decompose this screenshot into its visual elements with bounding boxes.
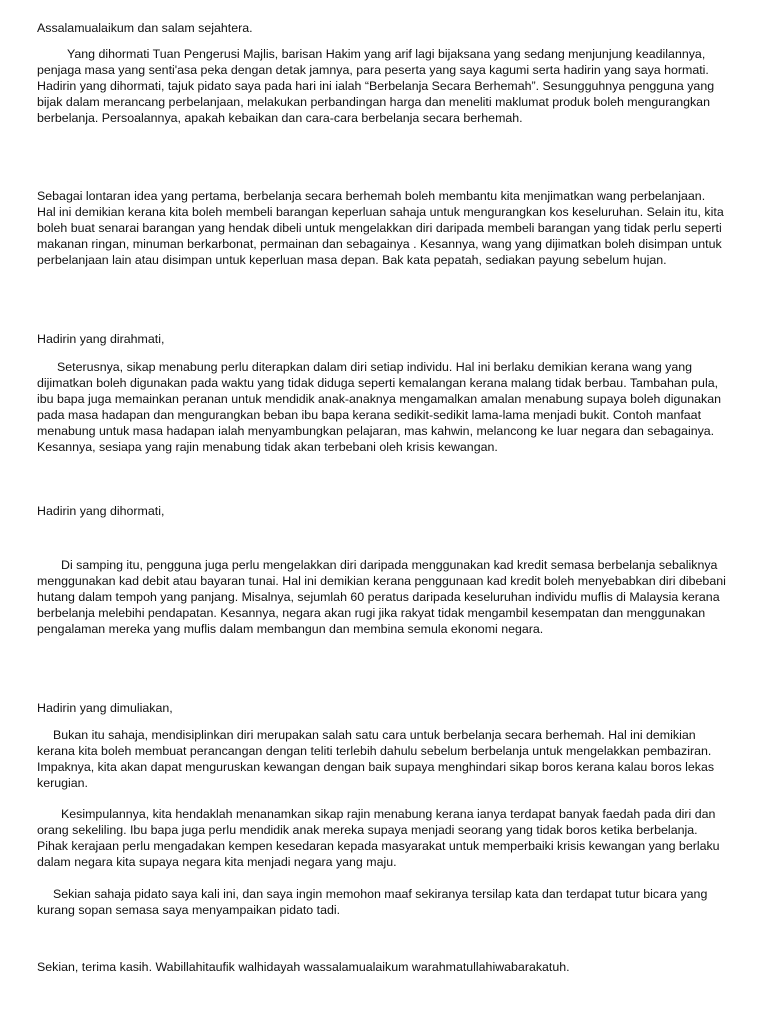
intro-paragraph: Yang dihormati Tuan Pengerusi Majlis, barisan Hakim yang arif lagi bijaksana yang sedang menjunjung keadilannya, penjaga masa yang senti'asa peka dengan detak jamnya, para peserta yang saya kagumi serta hadirin yang saya hormati. Hadirin yang dihormati, tajuk pidato saya pada hari ini ialah “Berbelanja Secara Berhemah”. Sesungguhnya pengguna yang bijak dalam merancang perbelanjaan, melakukan perbandingan harga dan meneliti maklumat produk boleh mengurangkan berbelanja. Persoalannya, apakah kebaikan dan cara-cara berbelanja secara berhemah. bbox=[37, 47, 715, 125]
farewell-paragraph: Sekian, terima kasih. Wabillahitaufik walhidayah wassalamualaikum warahmatullahiwabarakatuh. bbox=[37, 960, 570, 974]
salutation-dimuliakan: Hadirin yang dimuliakan, bbox=[37, 701, 173, 715]
salutation-dihormati: Hadirin yang dihormati, bbox=[37, 504, 165, 518]
body-paragraph-1: Sebagai lontaran idea yang pertama, berbelanja secara berhemah boleh membantu kita menjimatkan wang perbelanjaan. Hal ini demikian kerana kita boleh membeli barangan keperluan sahaja untuk mengurangkan kos keseluruhan. Selain itu, kita boleh buat senarai barangan yang hendak dibeli untuk mengelakkan diri daripada membeli barangan yang tidak perlu seperti makanan ringan, minuman berkarbonat, permainan dan sebagainya . Kesannya, wang yang dijimatkan boleh disimpan untuk perbelanjaan lain atau disimpan untuk keperluan masa depan. Bak kata pepatah, sediakan payung sebelum hujan. bbox=[37, 189, 724, 267]
conclusion-paragraph: Kesimpulannya, kita hendaklah menanamkan sikap rajin menabung kerana ianya terdapat banyak faedah pada diri dan orang sekeliling. Ibu bapa juga perlu mendidik anak mereka supaya menjadi seorang yang tidak boros ketika berbelanja. Pihak kerajaan perlu mengadakan kempen kesedaran kepada masyarakat untuk memperbaiki krisis kewangan yang berlaku dalam negara kita supaya negara kita menjadi negara yang maju. bbox=[37, 807, 720, 869]
closing-paragraph: Sekian sahaja pidato saya kali ini, dan saya ingin memohon maaf sekiranya tersilap kata dan terdapat tutur bicara yang kurang sopan semasa saya menyampaikan pidato tadi. bbox=[37, 887, 708, 917]
body-paragraph-2: Seterusnya, sikap menabung perlu diterapkan dalam diri setiap individu. Hal ini berlaku demikian kerana wang yang dijimatkan boleh digunakan pada waktu yang tidak diduga seperti kemalangan kerana malang tidak berbau. Tambahan pula, ibu bapa juga memainkan peranan untuk mendidik anak-anaknya mengamalkan amalan menabung supaya boleh digunakan pada masa hadapan dan mengurangkan beban ibu bapa kerana sedikit-sedikit lama-lama menjadi bukit. Contoh manfaat menabung untuk masa hadapan ialah menyambungkan pelajaran, mas kahwin, melancong ke luar negara dan sebagainya. Kesannya, sesiapa yang rajin menabung tidak akan terbebani oleh krisis kewangan. bbox=[37, 360, 722, 454]
body-paragraph-3: Di samping itu, pengguna juga perlu mengelakkan diri daripada menggunakan kad kredit semasa berbelanja sebaliknya menggunakan kad debit atau bayaran tunai. Hal ini demikian kerana penggunaan kad kredit boleh menyebabkan diri dibebani hutang dalam tempoh yang panjang. Misalnya, sejumlah 60 peratus daripada keseluruhan individu muflis di Malaysia kerana berbelanja melebihi pendapatan. Kesannya, negara akan rugi jika rakyat tidak mengambil kesempatan dan menggunakan pengalaman mereka yang muflis dalam membangun dan membina semula ekonomi negara. bbox=[37, 558, 726, 636]
salutation-dirahmati: Hadirin yang dirahmati, bbox=[37, 332, 165, 346]
greeting-paragraph: Assalamualaikum dan salam sejahtera. bbox=[37, 21, 253, 35]
body-paragraph-4: Bukan itu sahaja, mendisiplinkan diri merupakan salah satu cara untuk berbelanja secara berhemah. Hal ini demikian kerana kita boleh membuat perancangan dengan teliti terlebih dahulu sebelum berbelanja untuk mengelakkan pembaziran. Impaknya, kita akan dapat menguruskan kewangan dengan baik supaya menghindari sikap boros kerana kalau boros lekas kerugian. bbox=[37, 728, 715, 790]
